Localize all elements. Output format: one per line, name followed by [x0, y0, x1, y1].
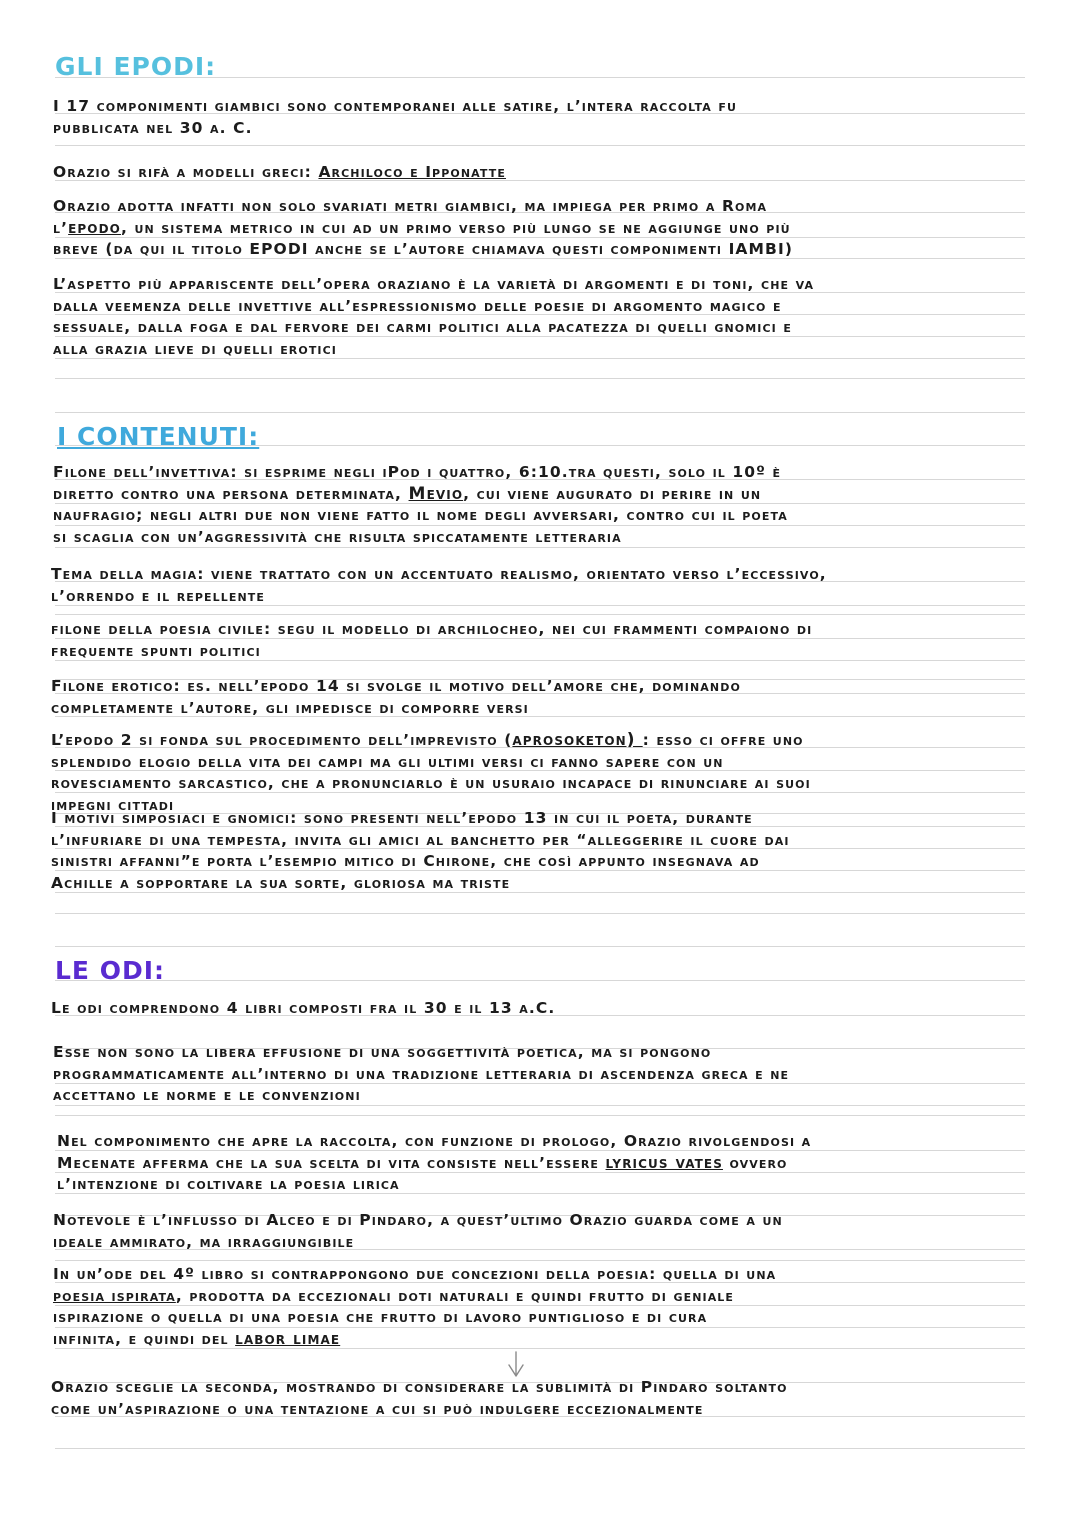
underlined-term: labor limae: [235, 1329, 341, 1350]
down-arrow-icon: [504, 1350, 528, 1380]
text-line: L’epodo 2 si fonda sul procedimento dell’imprevisto (: [51, 731, 513, 749]
text-line: splendido elogio della vita dei campi ma gli ultimi versi ci fanno sapere con un: [51, 752, 724, 771]
text-line: l’orrendo e il repellente: [51, 586, 266, 605]
text-line: ideale ammirato, ma irraggiungibile: [53, 1232, 355, 1251]
text-line: , un sistema metrico in cui ad un primo verso più lungo se ne aggiunge uno più: [120, 218, 791, 237]
text-line: accettano le norme e le convenzioni: [53, 1086, 361, 1105]
text-line: pubblicata nel 30 a. C.: [53, 118, 253, 137]
text-line: Tema della magia: viene trattato con un accentuato realismo, orientato verso l’eccessivo,: [51, 565, 827, 583]
text-line: completamente l’autore, gli impedisce di comporre versi: [51, 698, 529, 717]
text-line: Nel componimento che apre la raccolta, con funzione di prologo, Orazio rivolgendosi a: [57, 1132, 812, 1150]
text-line: l’infuriare di una tempesta, invita gli amici al banchetto per “alleggerire il cuore dai: [51, 830, 790, 849]
odi-paragraph-3: [57, 1131, 811, 1196]
contenuti-paragraph-4: [51, 676, 741, 719]
section-title-odi: LE ODI:: [55, 956, 166, 985]
text-line: L’aspetto più appariscente dell’opera oraziano è la varietà di argomenti e di toni, che va: [53, 275, 815, 293]
text-line: Mecenate afferma che la sua scelta di vita consiste nell’essere: [57, 1153, 606, 1172]
epodi-paragraph-4: [53, 274, 814, 361]
odi-paragraph-1: [51, 998, 555, 1020]
text-line: ovvero: [722, 1153, 788, 1172]
text-line: diretto contro una persona determinata,: [53, 484, 409, 503]
underlined-term: Archiloco e Ipponatte: [318, 163, 506, 181]
text-line: I 17 componimenti giambici sono contemporanei alle satire, l’intera raccolta fu: [53, 97, 737, 115]
text-line: sinistri affanni”e porta l’esempio mitico di Chirone, che così appunto insegnava ad: [51, 852, 760, 871]
underlined-term: aprosoketon): [512, 730, 643, 750]
contenuti-paragraph-6: [51, 808, 790, 895]
text-line: filone della poesia civile: segu il modello di archilocheo, nei cui frammenti compaiono di: [51, 620, 813, 638]
contenuti-paragraph-5: [51, 730, 811, 817]
epodi-paragraph-1: [53, 96, 737, 139]
text-line: I motivi simposiaci e gnomici: sono presenti nell’epodo 13 in cui il poeta, durante: [51, 809, 753, 827]
contenuti-paragraph-1: [53, 462, 788, 549]
text-line: Orazio si rifà a modelli greci:: [53, 163, 319, 181]
text-line: infinita, e quindi del: [53, 1330, 236, 1349]
text-line: Orazio sceglie la seconda, mostrando di considerare la sublimità di Pindaro soltanto: [51, 1378, 788, 1396]
text-line: Filone dell’invettiva: si esprime negli iPod i quattro, 6:10.tra questi, solo il 10º è: [53, 463, 782, 481]
text-line: ispirazione o quella di una poesia che frutto di lavoro puntiglioso e di cura: [53, 1308, 708, 1327]
text-line: breve (da qui il titolo EPODI anche se l’autore chiamava questi componimenti IAMBI): [53, 240, 794, 259]
epodi-paragraph-3: [53, 196, 793, 261]
text-line: Le odi comprendono 4 libri composti fra il 30 e il 13 a.C.: [51, 999, 556, 1017]
text-line: programmaticamente all’interno di una tradizione letteraria di ascendenza greca e ne: [53, 1064, 790, 1083]
text-line: frequente spunti politici: [51, 641, 261, 660]
text-line: l’intenzione di coltivare la poesia lirica: [57, 1175, 400, 1194]
odi-paragraph-5: [53, 1264, 776, 1351]
text-line: l’: [53, 218, 69, 237]
text-line: alla grazia lieve di quelli erotici: [53, 340, 337, 359]
text-line: In un’ode del 4º libro si contrappongono due concezioni della poesia: quella di una: [53, 1265, 777, 1283]
underlined-term: Mevio: [408, 483, 464, 504]
underlined-term: epodo: [68, 217, 121, 238]
text-line: come un’aspirazione o una tentazione a cui si può indulgere eccezionalmente: [51, 1399, 704, 1418]
underlined-term: lyricus vates: [605, 1152, 723, 1173]
text-line: , prodotta da eccezionali doti naturali e quindi frutto di geniale: [175, 1286, 735, 1305]
odi-paragraph-2: [53, 1042, 789, 1107]
text-line: impegni cittadi: [51, 796, 175, 815]
text-line: sessuale, dalla foga e dal fervore dei carmi politici alla pacatezza di quelli gnomici e: [53, 318, 792, 337]
text-line: rovesciamento sarcastico, che a pronunciarlo è un usuraio incapace di rinunciare ai suoi: [51, 774, 811, 793]
text-line: : esso ci offre uno: [642, 731, 804, 749]
text-line: Notevole è l’influsso di Alceo e di Pindaro, a quest’ultimo Orazio guarda come a un: [53, 1211, 783, 1229]
text-line: Esse non sono la libera effusione di una soggettività poetica, ma si pongono: [53, 1043, 712, 1061]
epodi-paragraph-2: [53, 162, 506, 184]
odi-paragraph-4: [53, 1210, 783, 1253]
contenuti-paragraph-3: [51, 619, 812, 662]
underlined-term: poesia ispirata: [53, 1286, 176, 1305]
text-line: Orazio adotta infatti non solo svariati metri giambici, ma impiega per primo a Roma: [53, 197, 768, 215]
text-line: Achille a sopportare la sua sorte, gloriosa ma triste: [51, 874, 511, 893]
contenuti-paragraph-2: [51, 564, 827, 607]
text-line: naufragio; negli altri due non viene fatto il nome degli avversari, contro cui il poeta: [53, 506, 788, 525]
section-title-contenuti: I CONTENUTI:: [57, 422, 260, 451]
section-title-epodi: GLI EPODI:: [55, 52, 217, 81]
text-line: si scaglia con un’aggressività che risulta spiccatamente letteraria: [53, 528, 622, 547]
odi-paragraph-6: [51, 1377, 788, 1420]
text-line: , cui viene augurato di perire in un: [463, 484, 762, 503]
text-line: dalla veemenza delle invettive all’espressionismo delle poesie di argomento magico e: [53, 296, 782, 315]
text-line: Filone erotico: es. nell’epodo 14 si svolge il motivo dell’amore che, dominando: [51, 677, 741, 695]
